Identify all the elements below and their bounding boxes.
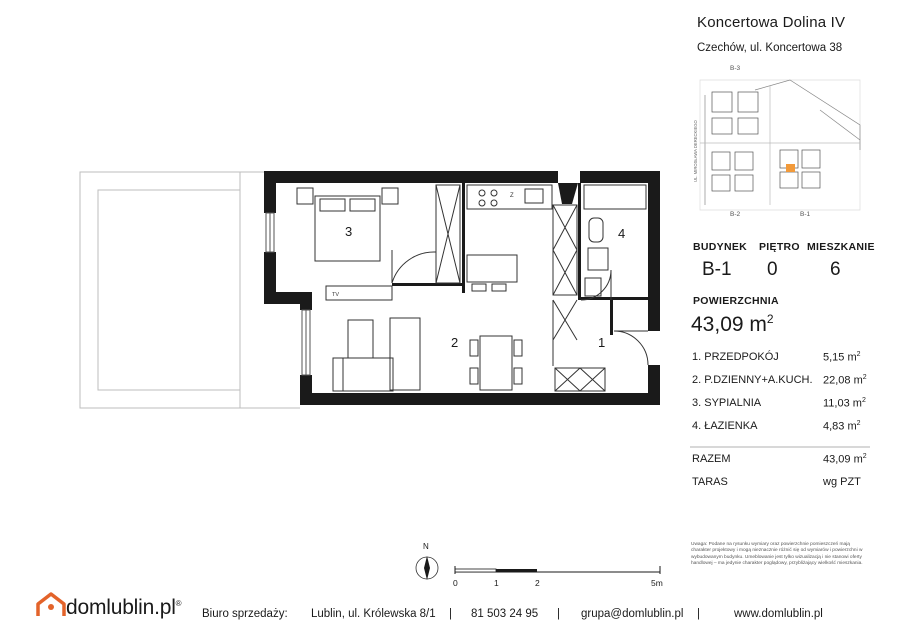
room-3-area: 11,03 $m^2$ xyxy=(823,397,866,410)
building-label: BUDYNEK xyxy=(693,241,748,253)
flat-label: MIESZKANIE xyxy=(807,241,875,253)
phone-link[interactable]: 81 503 24 95 xyxy=(471,608,539,620)
scale-label-2: 2 xyxy=(535,578,540,588)
floor-value: 0 xyxy=(767,259,778,280)
room-number-1: 1 xyxy=(598,335,606,350)
site-label-b2: B-2 xyxy=(730,211,741,218)
brand-logo-text: domlublin.pl® xyxy=(66,596,182,619)
site-label-b3: B-3 xyxy=(730,65,741,72)
room-1-label: 1. PRZEDPOKÓJ xyxy=(692,351,779,363)
total-label: RAZEM xyxy=(692,453,731,465)
room-numbers xyxy=(345,224,625,350)
bedroom-window xyxy=(266,213,274,252)
project-title: Koncertowa Dolina IV xyxy=(697,14,846,31)
scale-label-1: 1 xyxy=(494,578,499,588)
bedroom-door xyxy=(392,250,436,283)
area-label: POWIERZCHNIA xyxy=(693,295,779,307)
room-4-label: 4. ŁAZIENKA xyxy=(692,420,758,432)
footer-separator: | xyxy=(697,608,700,620)
fridge-label: Z xyxy=(510,193,514,199)
room-number-2: 2 xyxy=(451,335,459,350)
room-3-label: 3. SYPIALNIA xyxy=(692,397,762,409)
living-window xyxy=(302,310,310,375)
site-map xyxy=(700,80,860,210)
sofa xyxy=(333,318,420,391)
room-number-4: 4 xyxy=(618,226,626,241)
north-label: N xyxy=(423,542,429,551)
office-label: Biuro sprzedaży: xyxy=(202,608,288,620)
project-address: Czechów, ul. Koncertowa 38 xyxy=(697,42,843,54)
wardrobe xyxy=(436,185,460,283)
room-number-3: 3 xyxy=(345,224,353,239)
kitchen-tall-units xyxy=(553,205,577,295)
scale-label-0: 0 xyxy=(453,578,458,588)
total-value: 43,09 $m^2$ xyxy=(823,453,867,466)
terrace-label: TARAS xyxy=(692,476,728,488)
floor-label: PIĘTRO xyxy=(759,241,800,253)
kitchen-counter xyxy=(467,185,552,291)
room-2-label: 2. P.DZIENNY+A.KUCH. xyxy=(692,374,813,386)
terrace-value: wg PZT xyxy=(823,476,861,488)
scale-label-5m: 5m xyxy=(651,578,663,588)
email-link[interactable]: grupa@domlublin.pl xyxy=(581,608,684,620)
dining-table xyxy=(470,336,522,390)
office-address: Lublin, ul. Królewska 8/1 xyxy=(311,608,436,620)
disclaimer-text: Uwaga: Podane na rysunku wymiary oraz powierzchnie pomieszczeń mają charakter projektowy i mogą nieznacznie różnić się od wymiarów i powierzchni w wybudowanym budynku. Umeblowanie jest tylko wizualizacją i nie stanowi oferty handlowej – ma jedynie charakter poglądowy, przybliżający wielkość mieszkania. xyxy=(691,542,863,566)
website-link[interactable]: www.domlublin.pl xyxy=(734,608,823,620)
bathroom-fixtures xyxy=(584,185,646,296)
flat-value: 6 xyxy=(830,259,841,280)
building-value: B-1 xyxy=(702,259,732,280)
footer-separator: | xyxy=(449,608,452,620)
room-1-area: 5,15 $m^2$ xyxy=(823,351,861,364)
north-arrow xyxy=(416,556,438,580)
unit-highlight xyxy=(786,164,795,172)
tv-label: TV xyxy=(332,292,340,298)
scale-bar xyxy=(455,566,660,574)
room-4-area: 4,83 $m^2$ xyxy=(823,420,861,433)
area-value: 43,09 $m^2$ xyxy=(691,312,774,336)
brand-house-icon xyxy=(38,594,64,616)
footer-separator: | xyxy=(557,608,560,620)
room-2-area: 22,08 $m^2$ xyxy=(823,374,867,387)
site-label-b1: B-1 xyxy=(800,211,811,218)
fridge-block xyxy=(558,183,578,204)
entrance-door xyxy=(614,331,648,365)
site-street-label: UL. MIROSŁAWA DERECKIEGO xyxy=(693,120,698,182)
